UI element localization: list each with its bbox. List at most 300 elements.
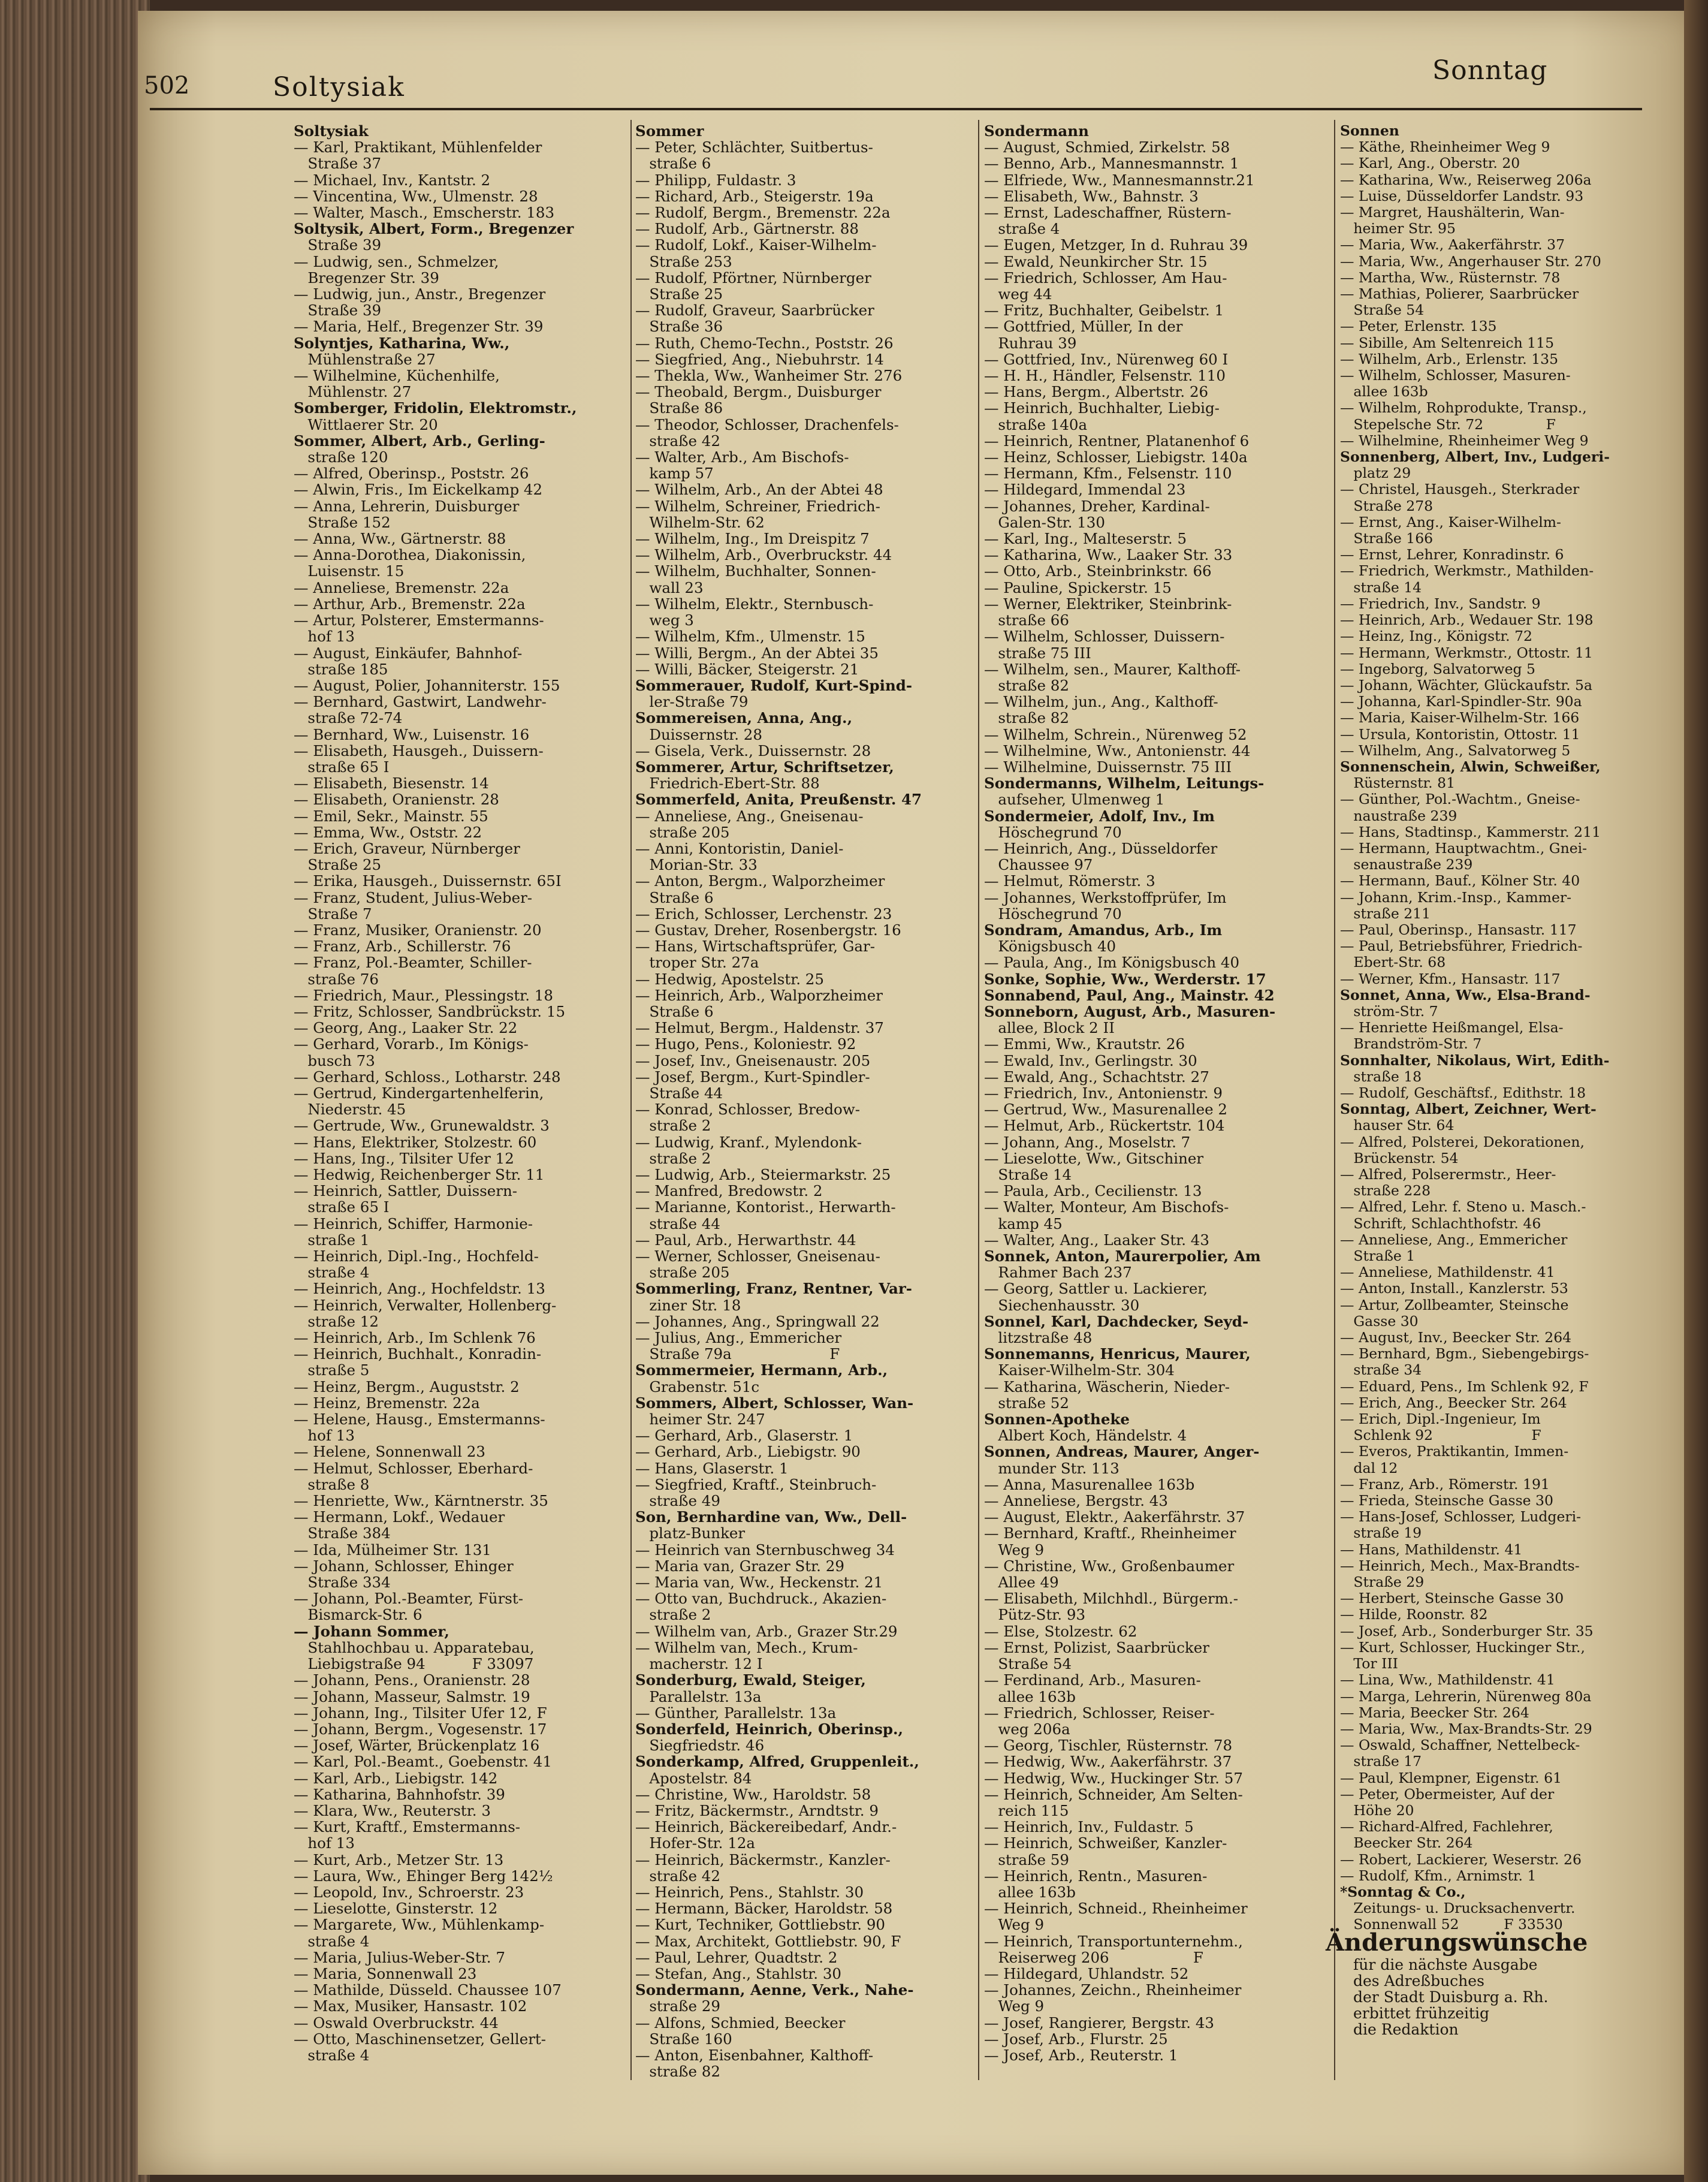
directory-entry: — Bernhard, Ww., Luisenstr. 16 [294,725,530,743]
directory-entry: — Heinrich, Schneider, Am Selten- [984,1785,1243,1803]
directory-entry: — Alfred, Polserermstr., Heer- [1340,1166,1556,1183]
directory-entry: — Vincentina, Ww., Ulmenstr. 28 [294,187,538,205]
directory-surname-entry: *Sonntag & Co., [1340,1883,1466,1900]
directory-entry: — Heinrich, Bäckermstr., Kanzler- [635,1851,891,1868]
directory-entry: — Ernst, Lehrer, Konradinstr. 6 [1340,546,1564,563]
directory-entry: — Heinrich, Sattler, Duissern- [294,1182,518,1200]
directory-entry: wall 23 [635,578,704,596]
directory-entry: Allee 49 [984,1574,1059,1592]
directory-entry: platz-Bunker [635,1524,746,1542]
directory-entry: senaustraße 239 [1340,856,1473,873]
directory-entry: — Katharina, Bahnhofstr. 39 [294,1785,505,1803]
directory-entry: — Pauline, Spickerstr. 15 [984,578,1172,596]
directory-entry: — Johannes, Zeichn., Rheinheimer [984,1981,1242,1999]
directory-entry: straße 18 [1340,1068,1422,1085]
directory-entry: — Konrad, Schlosser, Bredow- [635,1101,861,1119]
directory-entry: — August, Einkäufer, Bahnhof- [294,644,523,662]
directory-entry: Straße 86 [635,399,723,417]
directory-entry: — Paul, Klempner, Eigenstr. 61 [1340,1769,1562,1786]
directory-surname-entry: Sommerling, Franz, Rentner, Var- [635,1280,912,1298]
directory-surname-entry: Sonntag, Albert, Zeichner, Wert- [1340,1101,1597,1118]
directory-entry: Straße 253 [635,252,732,270]
directory-entry: — Oswald Overbruckstr. 44 [294,2014,499,2032]
directory-entry: — Lina, Ww., Mathildenstr. 41 [1340,1671,1555,1689]
directory-entry: — Maria, Beecker Str. 264 [1340,1704,1529,1721]
directory-entry: — Günther, Pol.-Wachtm., Gneise- [1340,791,1580,808]
directory-entry: — Heinrich, Dipl.-Ing., Hochfeld- [294,1247,539,1265]
directory-entry: — Anneliese, Ang., Emmericher [1340,1231,1568,1248]
directory-entry: — Friedrich, Schlosser, Am Hau- [984,269,1227,287]
directory-entry: — Johannes, Werkstoffprüfer, Im [984,888,1227,906]
directory-entry: ler-Straße 79 [635,693,749,711]
directory-surname-entry: Sonnen-Apotheke [984,1411,1130,1428]
directory-entry: — Josef, Arb., Flurstr. 25 [984,2030,1168,2048]
page-number: 502 [144,72,190,100]
directory-entry: Straße 160 [635,2030,732,2048]
directory-entry: — Walter, Ang., Laaker Str. 43 [984,1231,1209,1249]
change-request-notice [1326,1929,1625,2038]
directory-entry: — Paul, Lehrer, Quadtstr. 2 [635,1948,838,1966]
directory-entry: Straße 7 [294,905,372,923]
directory-entry: allee, Block 2 II [984,1019,1115,1037]
directory-entry: — Heinrich, Schweißer, Kanzler- [984,1834,1227,1852]
directory-entry: — Wilhelm, Ang., Salvatorweg 5 [1340,742,1571,759]
directory-entry: — Martha, Ww., Rüsternstr. 78 [1340,269,1561,286]
directory-entry: — Ludwig, sen., Schmelzer, [294,252,499,270]
directory-entry: — Hans-Josef, Schlosser, Ludgeri- [1340,1508,1582,1526]
directory-entry: — Heinrich, Transportunternehm., [984,1932,1243,1950]
directory-entry: — Gottfried, Müller, In der [984,318,1183,336]
directory-entry: — Alfred, Polsterei, Dekorationen, [1340,1133,1585,1150]
directory-entry: — Gertrud, Ww., Masurenallee 2 [984,1101,1227,1119]
directory-entry: — Emma, Ww., Oststr. 22 [294,823,482,841]
directory-entry: — Ewald, Ang., Schachtstr. 27 [984,1068,1209,1086]
directory-entry: straße 66 [984,611,1069,629]
directory-surname-entry: Sonnenschein, Alwin, Schweißer, [1340,758,1601,775]
directory-entry: straße 228 [1340,1182,1431,1200]
directory-entry: — Anneliese, Ang., Gneisenau- [635,807,864,825]
directory-surname-entry: Sonnenberg, Albert, Inv., Ludgeri- [1340,448,1610,466]
directory-entry: — Johann, Ang., Moselstr. 7 [984,1133,1191,1151]
directory-entry: weg 3 [635,611,694,629]
directory-entry: — Ferdinand, Arb., Masuren- [984,1671,1201,1689]
directory-entry: — Heinrich van Sternbuschweg 34 [635,1541,895,1559]
directory-entry: — Hans, Mathildenstr. 41 [1340,1541,1523,1558]
directory-entry: — Elisabeth, Hausgeh., Duissern- [294,742,544,760]
directory-entry: — Siegfried, Kraftf., Steinbruch- [635,1475,877,1493]
directory-entry: — Katharina, Ww., Laaker Str. 33 [984,546,1233,564]
directory-entry: — Wilhelm, Rohprodukte, Transp., [1340,399,1587,417]
directory-entry: — Hermann, Lokf., Wedauer [294,1508,505,1526]
directory-entry: — Else, Stolzestr. 62 [984,1622,1137,1640]
directory-entry: — Werner, Elektriker, Steinbrink- [984,595,1232,613]
directory-entry: — Georg, Ang., Laaker Str. 22 [294,1019,518,1037]
directory-entry: — Ernst, Ang., Kaiser-Wilhelm- [1340,513,1561,531]
directory-entry: straße 42 [635,432,720,450]
directory-entry: munder Str. 113 [984,1459,1119,1477]
directory-entry: Zeitungs- u. Drucksachenvertr. [1340,1900,1576,1917]
directory-entry: Morian-Str. 33 [635,856,758,874]
directory-entry: — Hildegard, Immendal 23 [984,481,1186,499]
directory-entry: — Anneliese, Bergstr. 43 [984,1492,1168,1510]
directory-entry: — Maria, Ww., Max-Brandts-Str. 29 [1340,1720,1592,1737]
directory-entry: Albert Koch, Händelstr. 4 [984,1427,1187,1445]
directory-entry: hauser Str. 64 [1340,1117,1454,1134]
directory-entry: Höschegrund 70 [984,905,1122,923]
notice-line: für die nächste Ausgabe [1353,1956,1538,1973]
directory-entry: — Eugen, Metzger, In d. Ruhrau 39 [984,236,1248,254]
directory-entry: Straße 36 [635,318,723,336]
directory-entry: straße 44 [635,1214,720,1232]
directory-entry: — Wilhelm, Kfm., Ulmenstr. 15 [635,628,865,646]
directory-entry: Kaiser-Wilhelm-Str. 304 [984,1361,1175,1379]
directory-entry: — Karl, Praktikant, Mühlenfelder [294,138,542,156]
directory-entry: — Erika, Hausgeh., Duissernstr. 65I [294,872,562,890]
directory-entry: straße 59 [984,1851,1069,1868]
directory-surname-entry: Sonnek, Anton, Maurerpolier, Am [984,1247,1261,1265]
directory-entry: — Hedwig, Ww., Aakerfährstr. 37 [984,1753,1232,1771]
directory-entry: Tor III [1340,1655,1398,1672]
directory-entry: ziner Str. 18 [635,1296,741,1314]
directory-entry: — Hans, Wirtschaftsprüfer, Gar- [635,938,876,956]
directory-entry: — Hans, Bergm., Albertstr. 26 [984,383,1209,401]
directory-entry: — Gerhard, Schloss., Lotharstr. 248 [294,1068,561,1086]
directory-entry: — Hedwig, Ww., Huckinger Str. 57 [984,1769,1243,1787]
directory-entry: Brückenstr. 54 [1340,1149,1459,1167]
directory-entry: Weg 9 [984,1541,1045,1559]
directory-entry: — Helmut, Bergm., Haldenstr. 37 [635,1019,884,1037]
directory-entry: — Ingeborg, Salvatorweg 5 [1340,660,1535,677]
directory-entry: — Kurt, Kraftf., Emstermanns- [294,1818,521,1836]
directory-surname-entry: — Johann Sommer, [294,1622,449,1640]
directory-entry: — Johann, Masseur, Salmstr. 19 [294,1687,530,1705]
directory-entry: — Helmut, Römerstr. 3 [984,872,1155,890]
directory-entry: Höschegrund 70 [984,823,1122,841]
directory-entry: — Laura, Ww., Ehinger Berg 142½ [294,1867,553,1885]
directory-entry: — Wilhelmine, Rheinheimer Weg 9 [1340,432,1589,449]
directory-entry: — Katharina, Wäscherin, Nieder- [984,1378,1230,1396]
directory-entry: — Rudolf, Bergm., Bremenstr. 22a [635,204,891,222]
notice-line: erbittet frühzeitig [1353,2005,1490,2022]
directory-entry: — Helene, Hausg., Emstermanns- [294,1411,545,1428]
directory-entry: — Henriette Heißmangel, Elsa- [1340,1019,1564,1036]
directory-entry: straße 72-74 [294,709,403,727]
directory-entry: — Friedrich, Maur., Plessingstr. 18 [294,986,553,1004]
directory-entry: — August, Polier, Johanniterstr. 155 [294,676,560,694]
directory-entry: Straße 6 [635,1002,714,1020]
directory-entry: — Ernst, Polizist, Saarbrücker [984,1638,1209,1656]
directory-entry: — Johann, Wächter, Glückaufstr. 5a [1340,676,1592,694]
directory-entry: — Wilhelm, Schreiner, Friedrich- [635,497,880,515]
directory-entry: — Heinrich, Rentner, Platanenhof 6 [984,432,1250,450]
directory-entry: — Anni, Kontoristin, Daniel- [635,839,844,857]
directory-entry: Chaussee 97 [984,856,1093,874]
directory-entry: — Erich, Dipl.-Ingenieur, Im [1340,1411,1541,1428]
directory-entry: — Hermann, Bäcker, Haroldstr. 58 [635,1900,893,1918]
directory-entry: — Christel, Hausgeh., Sterkrader [1340,481,1580,498]
directory-entry: kamp 57 [635,465,714,483]
directory-entry: Siegfriedstr. 46 [635,1737,765,1755]
directory-entry: kamp 45 [984,1214,1063,1232]
directory-entry: dal 12 [1340,1459,1398,1476]
directory-entry: — Anna, Masurenallee 163b [984,1475,1195,1493]
book-gutter-shadow [1684,0,1708,2182]
directory-entry: straße 4 [294,1264,370,1282]
directory-entry: hof 13 [294,628,355,646]
directory-entry: Gasse 30 [1340,1312,1419,1330]
directory-surname-entry: Soltysiak [294,122,369,140]
directory-entry: Wilhelm-Str. 62 [635,513,765,531]
directory-entry: allee 163b [1340,383,1428,400]
directory-entry: Schlenk 92 F [1340,1427,1541,1444]
directory-entry: — Otto, Arb., Steinbrinkstr. 66 [984,562,1212,580]
directory-entry: — Herbert, Steinsche Gasse 30 [1340,1590,1564,1607]
directory-entry: allee 163b [984,1883,1076,1901]
directory-entry: Rüsternstr. 81 [1340,774,1456,792]
directory-column-1 [294,123,629,2063]
directory-entry: — Wilhelmine, Duissernstr. 75 III [984,758,1232,776]
directory-entry: weg 44 [984,285,1052,303]
directory-entry: — Peter, Obermeister, Auf der [1340,1785,1555,1803]
directory-entry: — Rudolf, Geschäftsf., Edithstr. 18 [1340,1084,1586,1101]
directory-entry: Liebigstraße 94 F 33097 [294,1655,534,1673]
directory-entry: — Johann, Krim.-Insp., Kammer- [1340,888,1572,906]
directory-surname-entry: Soltysik, Albert, Form., Bregenzer [294,220,574,238]
directory-entry: — Hedwig, Reichenberger Str. 11 [294,1166,545,1183]
directory-entry: — H. H., Händler, Felsenstr. 110 [984,367,1226,385]
directory-entry: — Paul, Betriebsführer, Friedrich- [1340,938,1583,955]
directory-entry: platz 29 [1340,465,1411,482]
directory-entry: Stahlhochbau u. Apparatebau, [294,1638,535,1656]
directory-entry: Ruhrau 39 [984,334,1077,352]
directory-entry: — Erich, Graveur, Nürnberger [294,839,520,857]
directory-entry: — Heinrich, Schneid., Rheinheimer [984,1900,1248,1918]
directory-entry: — Henriette, Ww., Kärntnerstr. 35 [294,1492,548,1510]
directory-entry: — Maria, Ww., Aakerfährstr. 37 [1340,236,1565,254]
header-right-keyword: Sonntag [1432,55,1548,86]
directory-entry: — Wilhelm van, Mech., Krum- [635,1638,858,1656]
directory-entry: — Gerhard, Vorarb., Im Königs- [294,1035,529,1053]
directory-entry: Apostelstr. 84 [635,1769,752,1787]
directory-entry: — Hermann, Werkmstr., Ottostr. 11 [1340,644,1593,661]
directory-entry: — Bernhard, Gastwirt, Landwehr- [294,693,547,711]
directory-entry: — Anneliese, Bremenstr. 22a [294,578,509,596]
directory-entry: macherstr. 12 I [635,1655,763,1673]
directory-entry: — Paul, Oberinsp., Hansastr. 117 [1340,921,1577,938]
directory-entry: — Gerhard, Arb., Liebigstr. 90 [635,1443,861,1461]
directory-entry: — Rudolf, Pförtner, Nürnberger [635,269,871,287]
directory-entry: heimer Str. 95 [1340,220,1456,237]
directory-surname-entry: Sonnel, Karl, Dachdecker, Seyd- [984,1312,1249,1330]
directory-entry: — Friedrich, Werkmstr., Mathilden- [1340,562,1594,580]
directory-entry: — Rudolf, Kfm., Arnimstr. 1 [1340,1867,1537,1884]
directory-entry: — Arthur, Arb., Bremenstr. 22a [294,595,526,613]
directory-entry: — Franz, Student, Julius-Weber- [294,888,533,906]
directory-entry: — Artur, Zollbeamter, Steinsche [1340,1296,1569,1313]
directory-entry: Siechenhausstr. 30 [984,1296,1140,1314]
directory-entry: straße 6 [635,155,711,173]
directory-entry: — Eduard, Pens., Im Schlenk 92, F [1340,1378,1589,1395]
directory-entry: — Fritz, Bäckermstr., Arndtstr. 9 [635,1801,879,1819]
directory-surname-entry: Sommereisen, Anna, Ang., [635,709,853,727]
directory-entry: — Heinz, Schlosser, Liebigstr. 140a [984,448,1248,466]
directory-entry: Schrift, Schlachthofstr. 46 [1340,1214,1541,1232]
directory-entry: — Karl, Ang., Oberstr. 20 [1340,155,1520,172]
directory-entry: — Ruth, Chemo-Techn., Poststr. 26 [635,334,894,352]
directory-entry: Straße 29 [1340,1574,1425,1591]
directory-entry: — Rudolf, Graveur, Saarbrücker [635,302,874,320]
directory-column-2 [635,123,971,2079]
directory-entry: — Heinrich, Arb., Im Schlenk 76 [294,1329,536,1347]
directory-surname-entry: Sommer [635,122,704,140]
directory-entry: — Heinrich, Pens., Stahlstr. 30 [635,1883,864,1901]
directory-entry: — Wilhelm, Arb., Erlenstr. 135 [1340,350,1559,367]
directory-entry: — Josef, Rangierer, Bergstr. 43 [984,2014,1215,2032]
directory-surname-entry: Sondram, Amandus, Arb., Im [984,921,1223,939]
directory-entry: — Kurt, Techniker, Gottliebstr. 90 [635,1916,886,1934]
directory-entry: Galen-Str. 130 [984,513,1105,531]
directory-entry: straße 75 III [984,644,1091,662]
directory-entry: straße 19 [1340,1524,1422,1542]
directory-entry: hof 13 [294,1834,355,1852]
directory-entry: — Hedwig, Apostelstr. 25 [635,970,824,988]
directory-entry: — Johannes, Dreher, Kardinal- [984,497,1210,515]
directory-entry: — Walter, Arb., Am Bischofs- [635,448,849,466]
directory-entry: — Wilhelm, Schlosser, Masuren- [1340,367,1571,384]
directory-entry: — Wilhelm, Arb., Overbruckstr. 44 [635,546,892,564]
directory-entry: — Paul, Arb., Herwarthstr. 44 [635,1231,856,1249]
directory-entry: — August, Elektr., Aakerfährstr. 37 [984,1508,1245,1526]
directory-surname-entry: Sonnet, Anna, Ww., Elsa-Brand- [1340,986,1591,1003]
directory-entry: Beecker Str. 264 [1340,1834,1473,1852]
header-left-keyword: Soltysiak [273,72,405,103]
directory-entry: Straße 1 [1340,1247,1416,1265]
directory-entry: — Gertrude, Ww., Grunewaldstr. 3 [294,1117,550,1135]
directory-surname-entry: Sonnabend, Paul, Ang., Mainstr. 42 [984,986,1275,1004]
directory-entry: straße 29 [635,1997,720,2015]
directory-entry: — Hermann, Kfm., Felsenstr. 110 [984,465,1232,483]
directory-column-3 [984,123,1320,2063]
directory-entry: Pütz-Str. 93 [984,1606,1086,1624]
directory-entry: Ebert-Str. 68 [1340,954,1446,971]
directory-entry: — Leopold, Inv., Schroerstr. 23 [294,1883,524,1901]
directory-entry: — Maria van, Ww., Heckenstr. 21 [635,1574,883,1592]
directory-entry: Duissernstr. 28 [635,725,762,743]
directory-entry: Parallelstr. 13a [635,1687,762,1705]
directory-entry: — Elfriede, Ww., Mannesmannstr.21 [984,171,1255,189]
directory-entry: — Erich, Ang., Beecker Str. 264 [1340,1394,1567,1411]
directory-entry: — Wilhelm van, Arb., Grazer Str.29 [635,1622,898,1640]
directory-entry: — Manfred, Bredowstr. 2 [635,1182,823,1200]
directory-entry: ström-Str. 7 [1340,1002,1438,1020]
directory-entry: — Theobald, Bergm., Duisburger [635,383,882,401]
directory-entry: straße 120 [294,448,388,466]
directory-entry: litzstraße 48 [984,1329,1093,1347]
directory-entry: — Hermann, Bauf., Kölner Str. 40 [1340,872,1580,890]
directory-entry: — Heinrich, Ang., Hochfeldstr. 13 [294,1280,545,1298]
directory-entry: — Philipp, Fuldastr. 3 [635,171,796,189]
directory-entry: straße 8 [294,1475,370,1493]
directory-entry: — Katharina, Ww., Reiserweg 206a [1340,171,1592,188]
directory-entry: — Johann, Bergm., Vogesenstr. 17 [294,1720,547,1738]
directory-entry: straße 140a [984,415,1088,433]
directory-entry: — Gottfried, Inv., Nürenweg 60 I [984,350,1229,368]
directory-entry: straße 82 [984,709,1069,727]
directory-entry: — Wilhelm, Ing., Im Dreispitz 7 [635,530,870,548]
directory-entry: — Wilhelm, sen., Maurer, Kalthoff- [984,660,1241,678]
directory-entry: Wittlaerer Str. 20 [294,415,438,433]
directory-entry: — Emmi, Ww., Krautstr. 26 [984,1035,1185,1053]
directory-entry: Weg 9 [984,1916,1045,1934]
directory-entry: — Ludwig, jun., Anstr., Bregenzer [294,285,546,303]
directory-entry: — Franz, Pol.-Beamter, Schiller- [294,954,532,972]
directory-entry: — Bernhard, Kraftf., Rheinheimer [984,1524,1236,1542]
directory-entry: — Johann, Pens., Oranienstr. 28 [294,1671,530,1689]
directory-surname-entry: Sommerfeld, Anita, Preußenstr. 47 [635,791,922,809]
directory-entry: — Karl, Pol.-Beamt., Goebenstr. 41 [294,1753,552,1771]
directory-entry: Stepelsche Str. 72 F [1340,415,1556,433]
directory-entry: — Heinrich, Rentn., Masuren- [984,1867,1208,1885]
directory-entry: — Rudolf, Arb., Gärtnerstr. 88 [635,220,859,238]
directory-entry: reich 115 [984,1801,1069,1819]
directory-entry: — Ida, Mülheimer Str. 131 [294,1541,491,1559]
notice-line: die Redaktion [1353,2021,1459,2038]
directory-entry: — Otto van, Buchdruck., Akazien- [635,1590,887,1608]
directory-entry: — Bernhard, Bgm., Siebengebirgs- [1340,1345,1589,1363]
directory-entry: — Günther, Parallelstr. 13a [635,1704,837,1722]
directory-entry: — Heinz, Bergm., Auguststr. 2 [294,1378,520,1396]
directory-entry: — Franz, Arb., Römerstr. 191 [1340,1475,1550,1493]
directory-surname-entry: Sonnen, Andreas, Maurer, Anger- [984,1443,1260,1461]
directory-entry: — Ursula, Kontoristin, Ottostr. 11 [1340,725,1580,743]
directory-entry: Straße 39 [294,236,382,254]
directory-entry: — Maria, Julius-Weber-Str. 7 [294,1948,505,1966]
directory-entry: — Hans, Stadtinsp., Kammerstr. 211 [1340,823,1601,840]
directory-entry: straße 49 [635,1492,720,1510]
directory-entry: — Heinrich, Inv., Fuldastr. 5 [984,1818,1194,1836]
directory-entry: — Johann, Ing., Tilsiter Ufer 12, F [294,1704,547,1722]
directory-column-4 [1340,123,1652,1933]
directory-entry: — Julius, Ang., Emmericher [635,1329,842,1347]
directory-entry: — Johann, Schlosser, Ehinger [294,1557,514,1575]
directory-entry: Mühlenstraße 27 [294,350,436,368]
directory-entry: — Everos, Praktikantin, Immen- [1340,1443,1569,1460]
directory-entry: — Hans, Elektriker, Stolzestr. 60 [294,1133,537,1151]
directory-entry: Straße 54 [984,1655,1072,1673]
directory-surname-entry: Sondermann, Aenne, Verk., Nahe- [635,1981,914,1999]
directory-entry: Höhe 20 [1340,1801,1414,1819]
directory-entry: — Heinrich, Buchhalt., Konradin- [294,1345,542,1363]
directory-entry: — Helmut, Schlosser, Eberhard- [294,1459,533,1477]
directory-entry: — Frieda, Steinsche Gasse 30 [1340,1492,1553,1509]
directory-entry: — Thekla, Ww., Wanheimer Str. 276 [635,367,903,385]
directory-entry: — Wilhelmine, Ww., Antonienstr. 44 [984,742,1251,760]
directory-entry: Sonnenwall 52 F 33530 [1340,1916,1563,1933]
directory-entry: straße 52 [984,1394,1069,1412]
directory-entry: Straße 39 [294,302,382,320]
directory-surname-entry: Somberger, Fridolin, Elektromstr., [294,399,577,417]
directory-entry: — Georg, Sattler u. Lackierer, [984,1280,1208,1298]
directory-entry: straße 12 [294,1312,379,1330]
directory-entry: — Walter, Monteur, Am Bischofs- [984,1198,1229,1216]
directory-entry: — Karl, Ing., Malteserstr. 5 [984,530,1187,548]
directory-entry: — Johann, Pol.-Beamter, Fürst- [294,1590,523,1608]
directory-surname-entry: Sonneborn, August, Arb., Masuren- [984,1002,1276,1020]
directory-entry: — Peter, Schlächter, Suitbertus- [635,138,873,156]
directory-entry: — Helmut, Arb., Rückertstr. 104 [984,1117,1225,1135]
directory-entry: — Max, Architekt, Gottliebstr. 90, F [635,1932,901,1950]
directory-entry: — Heinrich, Verwalter, Hollenberg- [294,1296,557,1314]
